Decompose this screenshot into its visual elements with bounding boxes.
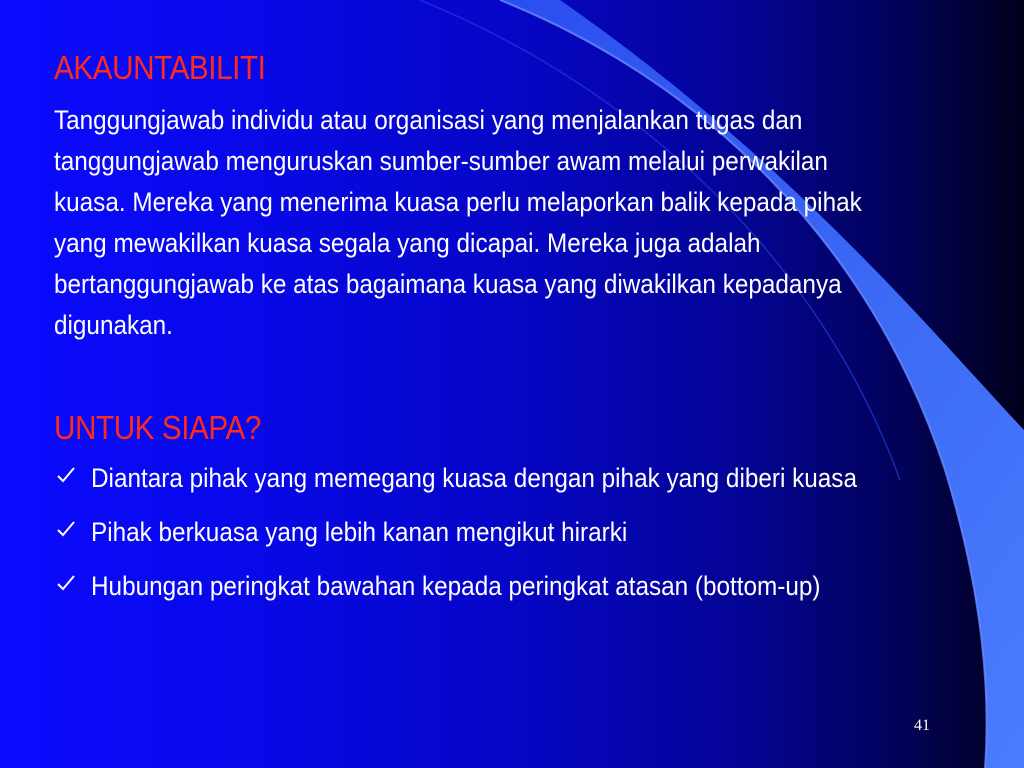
paragraph-line: Tanggungjawab individu atau organisasi yang menjalankan tugas dan: [54, 105, 803, 135]
bullet-text: Hubungan peringkat bawahan kepada peringkat atasan (bottom-up): [91, 571, 821, 601]
paragraph-line: digunakan.: [54, 310, 173, 340]
section-title-akauntabiliti: AKAUNTABILITI: [54, 49, 266, 86]
checkmark-icon: [56, 573, 76, 593]
paragraph-line: tanggungjawab menguruskan sumber-sumber awam melalui perwakilan: [54, 146, 828, 176]
checkmark-icon: [56, 465, 76, 485]
paragraph-line: kuasa. Mereka yang menerima kuasa perlu melaporkan balik kepada pihak: [54, 187, 862, 217]
checkmark-icon: [56, 519, 76, 539]
paragraph-line: yang mewakilkan kuasa segala yang dicapai. Mereka juga adalah: [54, 228, 761, 258]
section-title-untuk-siapa: UNTUK SIAPA?: [54, 409, 261, 446]
bullet-text: Pihak berkuasa yang lebih kanan mengikut hirarki: [91, 517, 628, 547]
definition-paragraph: [54, 100, 995, 346]
paragraph-line: bertanggungjawab ke atas bagaimana kuasa yang diwakilkan kepadanya: [54, 269, 842, 299]
page-number: 41: [914, 717, 930, 734]
bullet-text: Diantara pihak yang memegang kuasa dengan pihak yang diberi kuasa: [91, 463, 857, 493]
